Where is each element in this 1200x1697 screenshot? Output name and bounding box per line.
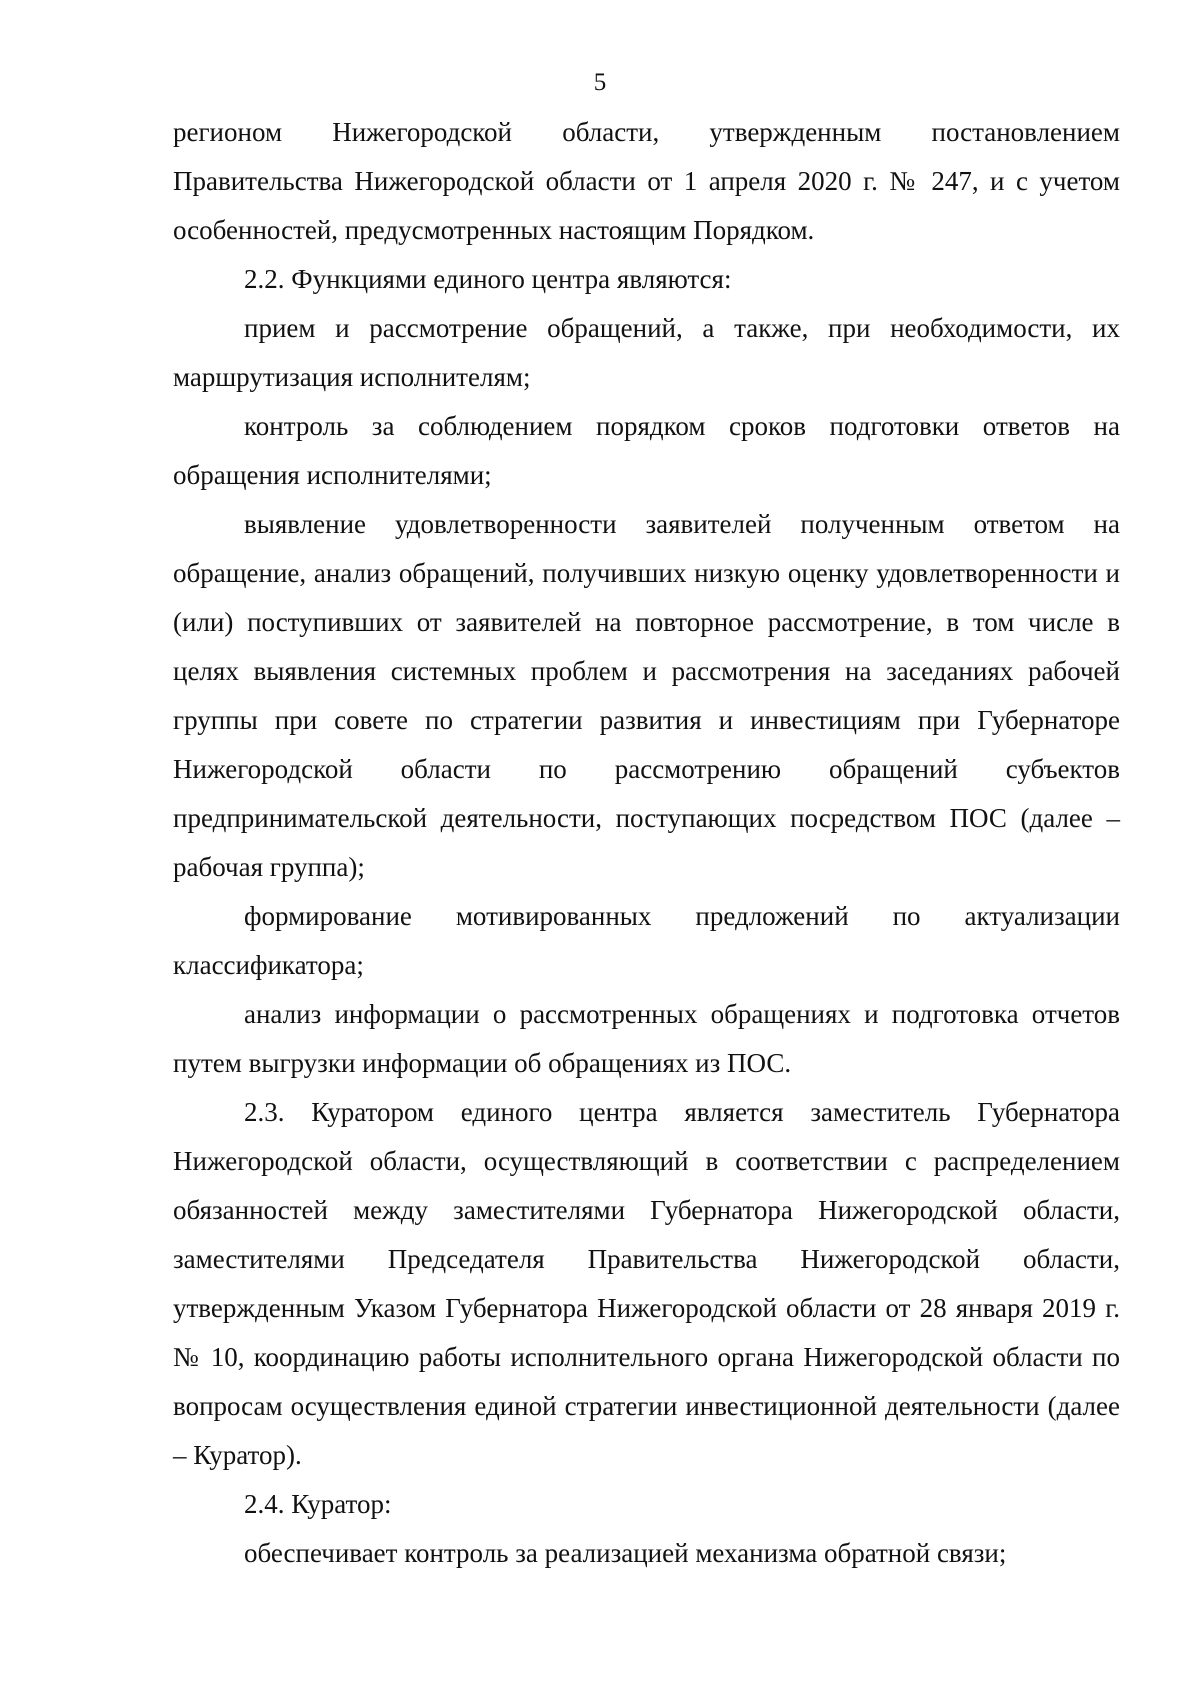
document-body xyxy=(173,108,1120,1578)
paragraph-function-satisfaction: выявление удовлетворенности заявителей полученным ответом на обращение, анализ обращений, получивших низкую оценку удовлетворенности и (или) поступивших от заявителей на повторное рассмотрение, в том числе в целях выявления системных проблем и рассмотрения на заседаниях рабочей группы при совете по стратегии развития и инвестициям при Губернаторе Нижегородской области по рассмотрению обращений субъектов предпринимательской деятельности, поступающих посредством ПОС (далее – рабочая группа); xyxy=(173,509,1120,882)
paragraph-function-receive: прием и рассмотрение обращений, а также, при необходимости, их маршрутизация исполнителям; xyxy=(173,313,1120,392)
paragraph-2-4-heading: 2.4. Куратор: xyxy=(244,1489,392,1519)
paragraph-function-control: контроль за соблюдением порядком сроков подготовки ответов на обращения исполнителями; xyxy=(173,411,1120,490)
paragraph-function-analysis: анализ информации о рассмотренных обращениях и подготовка отчетов путем выгрузки информации об обращениях из ПОС. xyxy=(173,999,1120,1078)
paragraph-function-classifier: формирование мотивированных предложений по актуализации классификатора; xyxy=(173,901,1120,980)
paragraph-continuation: регионом Нижегородской области, утвержденным постановлением Правительства Нижегородской области от 1 апреля 2020 г. № 247, и с учетом особенностей, предусмотренных настоящим Порядком. xyxy=(173,117,1120,245)
paragraph-2-2-heading: 2.2. Функциями единого центра являются: xyxy=(244,264,732,294)
paragraph-curator-control: обеспечивает контроль за реализацией механизма обратной связи; xyxy=(244,1538,1007,1568)
page-number: 5 xyxy=(593,69,607,96)
paragraph-2-3: 2.3. Куратором единого центра является заместитель Губернатора Нижегородской области, осуществляющий в соответствии с распределением обязанностей между заместителями Губернатора Нижегородской области, заместителями Председателя Правительства Нижегородской области, утвержденным Указом Губернатора Нижегородской области от 28 января 2019 г. № 10, координацию работы исполнительного органа Нижегородской области по вопросам осуществления единой стратегии инвестиционной деятельности (далее – Куратор). xyxy=(173,1097,1120,1470)
